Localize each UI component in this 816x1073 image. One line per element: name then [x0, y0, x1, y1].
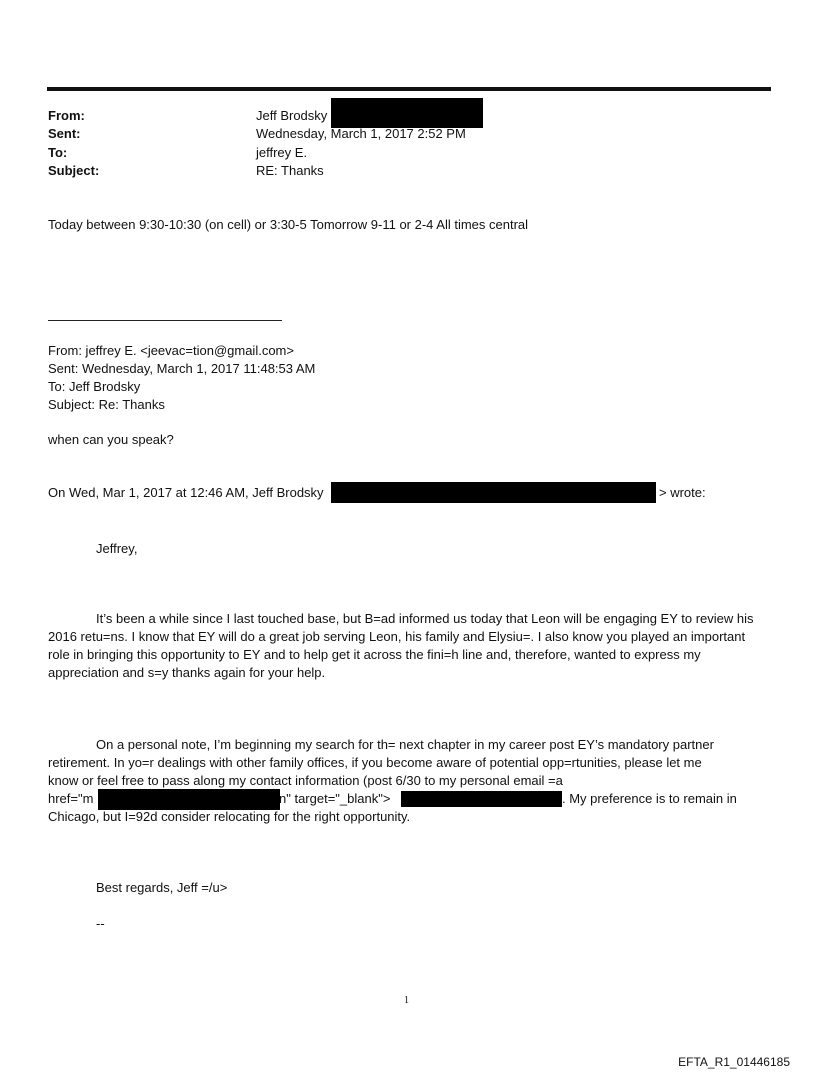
- document-id: EFTA_R1_01446185: [678, 1055, 790, 1069]
- reply-text: Today between 9:30-10:30 (on cell) or 3:30-5 Tomorrow 9-11 or 2-4 All times central: [48, 217, 529, 232]
- redaction-box: [401, 791, 562, 807]
- quoted-question: when can you speak?: [48, 432, 174, 447]
- paragraph-2-line-3: know or feel free to pass along my contact information (post 6/30 to my personal email =a: [48, 773, 563, 788]
- sent-value: Wednesday, March 1, 2017 2:52 PM: [256, 126, 466, 141]
- quoted-sent: Sent: Wednesday, March 1, 2017 11:48:53 AM: [48, 361, 316, 376]
- page-number: 1: [404, 995, 409, 1006]
- from-label: From:: [48, 108, 85, 123]
- separator-line: [48, 320, 282, 321]
- redaction-box: [98, 789, 280, 810]
- paragraph-2-line-1: On a personal note, I’m beginning my search for th= next chapter in my career post EY’s mandatory partner: [96, 737, 714, 752]
- wrote-suffix: > wrote:: [659, 485, 706, 500]
- paragraph-2-line-4a: href="m: [48, 791, 94, 806]
- quoted-subject: Subject: Re: Thanks: [48, 397, 165, 412]
- sent-label: Sent:: [48, 126, 81, 141]
- signature-dashes: --: [96, 916, 105, 931]
- quoted-to: To: Jeff Brodsky: [48, 379, 141, 394]
- paragraph-2-line-2: retirement. In yo=r dealings with other family offices, if you become aware of potential opp=rtunities, please let me: [48, 755, 702, 770]
- paragraph-2-line-4c: . My preference is to remain in: [562, 791, 737, 806]
- to-value: jeffrey E.: [256, 145, 308, 160]
- to-label: To:: [48, 145, 68, 160]
- paragraph-1: It’s been a while since I last touched base, but B=ad informed us today that Leon will be engaging EY to review his 2016 retu=ns. I know that EY will do a great job serving Leon, his family and Elysiu=. I also know you played an important role in bringing this opportunity to EY and to help get it across the fini=h line and, therefore, wanted to express my appreciation and s=y thanks again for your help.: [48, 611, 754, 680]
- redaction-box: [331, 98, 483, 128]
- greeting: Jeffrey,: [96, 541, 138, 556]
- paragraph-2-line-4b: n" target="_blank">: [279, 791, 391, 806]
- subject-value: RE: Thanks: [256, 163, 324, 178]
- closing: Best regards, Jeff =/u>: [96, 880, 228, 895]
- paragraph-2-line-5: Chicago, but I=92d consider relocating for the right opportunity.: [48, 809, 411, 824]
- wrote-prefix: On Wed, Mar 1, 2017 at 12:46 AM, Jeff Brodsky: [48, 485, 324, 500]
- from-value: Jeff Brodsky: [256, 108, 328, 123]
- quoted-from: From: jeffrey E. <jeevac=tion@gmail.com>: [48, 343, 294, 358]
- redaction-box: [331, 482, 656, 503]
- subject-label: Subject:: [48, 163, 100, 178]
- header-rule: [47, 87, 771, 91]
